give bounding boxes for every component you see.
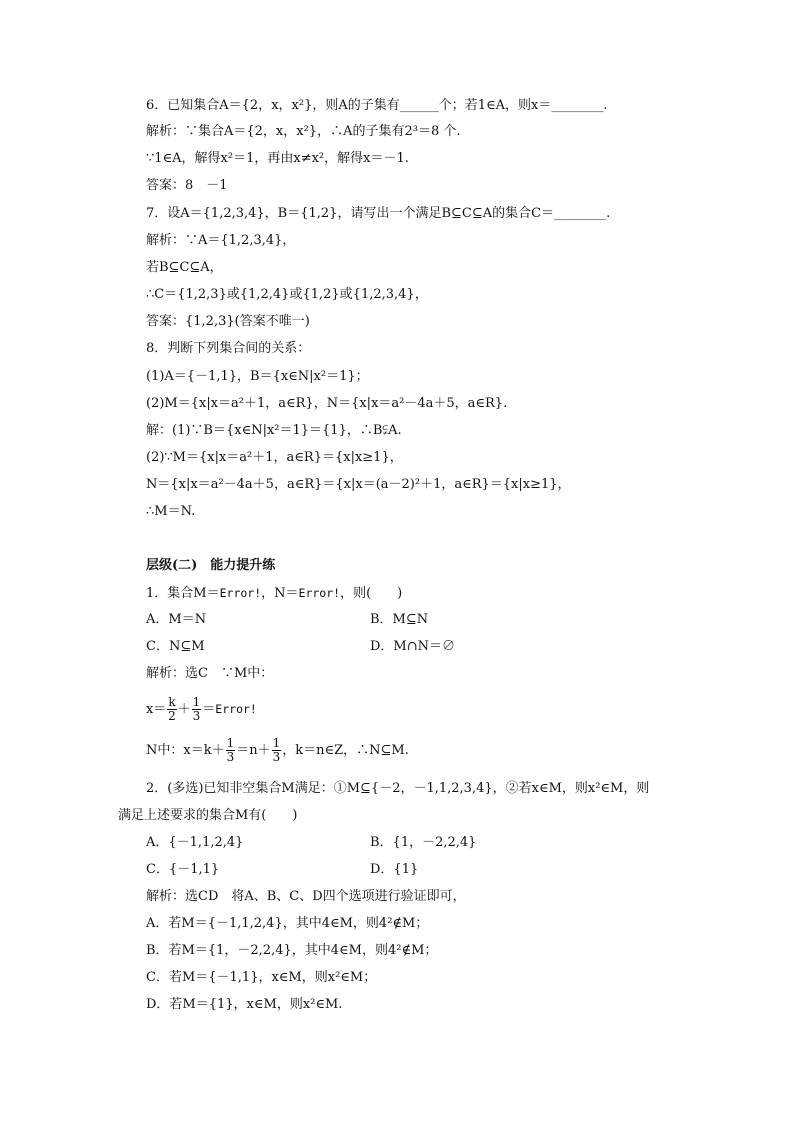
plus-sign: ＋	[177, 702, 191, 717]
p1-option-d: D．M∩N＝∅	[370, 639, 456, 654]
p2-analysis: 解析：选CD 将A、B、C、D四个选项进行验证即可，	[146, 889, 466, 904]
q8-part-2: (2)M＝{x|x＝a²＋1，a∈R}，N＝{x|x＝a²－4a＋5，a∈R}.	[146, 396, 508, 411]
p1-error-1: Error!	[219, 586, 262, 600]
fraction-k-over-2	[167, 696, 176, 723]
p1-stem-a: 1．集合M＝	[146, 586, 220, 601]
fraction-1-over-3	[192, 696, 202, 723]
q8-solution-3: N＝{x|x＝a²－4a＋5，a∈R}＝{x|x＝(a－2)²＋1，a∈R}＝{x|x≥1}，	[146, 477, 571, 492]
q6-answer: 答案：8 －1	[146, 178, 228, 193]
q6-analysis: 解析：∵集合A＝{2，x，x²}，∴A的子集有2³＝8 个.	[146, 124, 461, 139]
q7-condition: 若B⊆C⊆A，	[146, 260, 223, 275]
fraction-1-over-3	[226, 737, 236, 764]
p2-check-c: C．若M＝{－1,1}，x∈M，则x²∈M；	[146, 970, 377, 985]
numerator: 1	[226, 736, 235, 750]
p2-option-c: C．{－1,1}	[146, 862, 220, 877]
p1-n-c: ，k＝n∈Z，∴N⊆M.	[282, 743, 409, 758]
question-6: 6．已知集合A＝{2，x，x²}，则A的子集有______个；若1∈A，则x＝________.	[146, 98, 608, 113]
p1-stem-c: ，则( )	[340, 586, 403, 601]
q8-solution-2: (2)∵M＝{x|x＝a²＋1，a∈R}＝{x|x≥1}，	[146, 450, 403, 465]
p2-check-a: A．若M＝{－1,1,2,4}，其中4∈M，则4²∉M；	[146, 916, 429, 931]
denominator: 2	[168, 709, 176, 723]
problem-2-stem-1: 2．(多选)已知非空集合M满足：①M⊆{－2，－1,1,2,3,4}，②若x∈M，则x²∈M，则	[146, 781, 650, 796]
p2-check-b: B．若M＝{1，－2,2,4}，其中4∈M，则4²∉M；	[146, 943, 438, 958]
q6-condition: ∵1∈A，解得x²＝1，再由x≠x²，解得x＝－1.	[146, 151, 409, 166]
denominator: 3	[226, 750, 235, 764]
p1-equation-n	[146, 736, 409, 766]
denominator: 3	[272, 750, 281, 764]
denominator: 3	[192, 709, 201, 723]
question-8: 8．判断下列集合间的关系：	[146, 341, 311, 356]
p1-option-b: B．M⊆N	[370, 612, 429, 627]
p1-option-a: A．M＝N	[146, 612, 207, 627]
section-title: 层级(二) 能力提升练	[146, 558, 276, 573]
problem-2-stem-2: 满足上述要求的集合M有( )	[118, 808, 298, 823]
q8-solution-4: ∴M＝N.	[146, 504, 196, 519]
p1-equation-m	[146, 694, 257, 725]
p2-check-d: D．若M＝{1}，x∈M，则x²∈M.	[146, 997, 343, 1012]
numerator: 1	[192, 695, 201, 709]
q7-analysis: 解析：∵A＝{1,2,3,4}，	[146, 233, 296, 248]
p1-error-2: Error!	[298, 586, 341, 600]
p1-error-3: Error!	[215, 702, 257, 716]
p1-n-a: N中：x＝k＋	[146, 743, 225, 758]
p1-stem-b: ，N＝	[261, 586, 299, 601]
problem-1-stem	[146, 584, 402, 603]
q8-part-1: (1)A＝{－1,1}，B＝{x∈N|x²＝1}；	[146, 369, 369, 384]
p1-analysis: 解析：选C ∵M中：	[146, 666, 274, 681]
p2-option-d: D．{1}	[370, 862, 419, 877]
p1-n-b: ＝n＋	[236, 743, 271, 758]
equals-sign: ＝	[202, 702, 216, 717]
q7-therefore: ∴C＝{1,2,3}或{1,2,4}或{1,2}或{1,2,3,4}，	[146, 287, 428, 302]
fraction-1-over-3	[272, 737, 282, 764]
p2-option-a: A．{－1,1,2,4}	[146, 835, 244, 850]
numerator: 1	[272, 736, 281, 750]
p1-option-c: C．N⊆M	[146, 639, 205, 654]
p1-eq-x: x＝	[146, 702, 167, 717]
p2-option-b: B．{1，－2,2,4}	[370, 835, 477, 850]
question-7: 7．设A＝{1,2,3,4}，B＝{1,2}，请写出一个满足B⊆C⊆A的集合C＝________.	[146, 206, 611, 221]
numerator: k	[168, 695, 176, 709]
q8-solution-1: 解：(1)∵B＝{x∈N|x²＝1}＝{1}，∴B⫋A.	[146, 423, 402, 438]
q7-answer: 答案：{1,2,3}(答案不唯一)	[146, 314, 310, 329]
